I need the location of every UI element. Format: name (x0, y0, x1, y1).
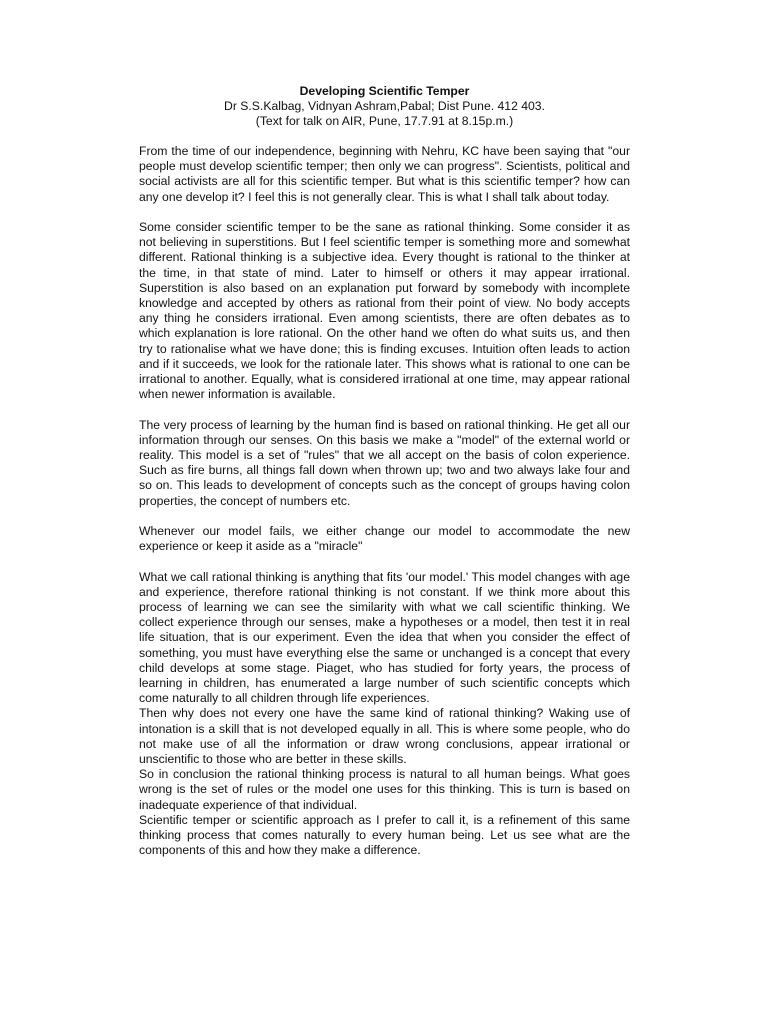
paragraph-5: What we call rational thinking is anything that fits 'our model.' This model changes with age and experience, therefore rational thinking is not constant. If we think more about this process of learning we can see the similarity with what we call scientific thinking. We collect experience through our senses, make a hypotheses or a model, then test it in real life situation, that is our experiment. Even the idea that when you consider the effect of something, you must have everything else the same or unchanged is a concept that every child develops at some stage. Piaget, who has studied for forty years, the process of learning in children, has enumerated a large number of such scientific concepts which come naturally to all children through life experiences. (139, 569, 630, 706)
paragraph-2: Some consider scientific temper to be the sane as rational thinking. Some consider it as not believing in superstitions. But I feel scientific temper is something more and somewhat different. Rational thinking is a subjective idea. Every thought is rational to the thinker at the time, in that state of mind. Later to himself or others it may appear irrational. Superstition is also based on an explanation put forward by somebody with incomplete knowledge and accepted by others as rational from their point of view. No body accepts any thing he considers irrational. Even among scientists, there are often debates as to which explanation is lore rational. On the other hand we often do what suits us, and then try to rationalise what we have done; this is finding excuses. Intuition often leads to action and if it succeeds, we look for the rationale later. This shows what is rational to one can be irrational to another. Equally, what is considered irrational at one time, may appear rational when newer information is available. (139, 220, 630, 402)
paragraph-8: Scientific temper or scientific approach as I prefer to call it, is a refinement of this same thinking process that comes naturally to every human being. Let us see what are the components of this and how they make a difference. (139, 812, 630, 858)
document-title: Developing Scientific Temper (299, 84, 470, 98)
talk-note-line: (Text for talk on AIR, Pune, 17.7.91 at 8.15p.m.) (255, 114, 514, 128)
paragraph-3: The very process of learning by the human find is based on rational thinking. He get all our information through our senses. On this basis we make a "model" of the external world or reality. This model is a set of "rules" that we all accept on the basis of colon experience. Such as fire burns, all things fall down when thrown up; two and two always lake four and so on. This leads to development of concepts such as the concept of groups having colon properties, the concept of numbers etc. (139, 417, 630, 508)
document-page (139, 84, 630, 858)
document-header (139, 84, 630, 129)
author-line: Dr S.S.Kalbag, Vidnyan Ashram,Pabal; Dist Pune. 412 403. (224, 99, 545, 113)
paragraph-6: Then why does not every one have the same kind of rational thinking? Waking use of intonation is a skill that is not developed equally in all. This is where some people, who do not make use of all the information or draw wrong conclusions, appear irrational or unscientific to those who are better in these skills. (139, 706, 630, 767)
paragraph-1: From the time of our independence, beginning with Nehru, KC have been saying that "our people must develop scientific temper; then only we can progress". Scientists, political and social activists are all for this scientific temper. But what is this scientific temper? how can any one develop it? I feel this is not generally clear. This is what I shall talk about today. (139, 144, 630, 204)
paragraph-4: Whenever our model fails, we either change our model to accommodate the new experience or keep it aside as a "miracle" (139, 524, 630, 554)
paragraph-7: So in conclusion the rational thinking process is natural to all human beings. What goes wrong is the set of rules or the model one uses for this thinking. This is turn is based on inadequate experience of that individual. (139, 767, 630, 812)
